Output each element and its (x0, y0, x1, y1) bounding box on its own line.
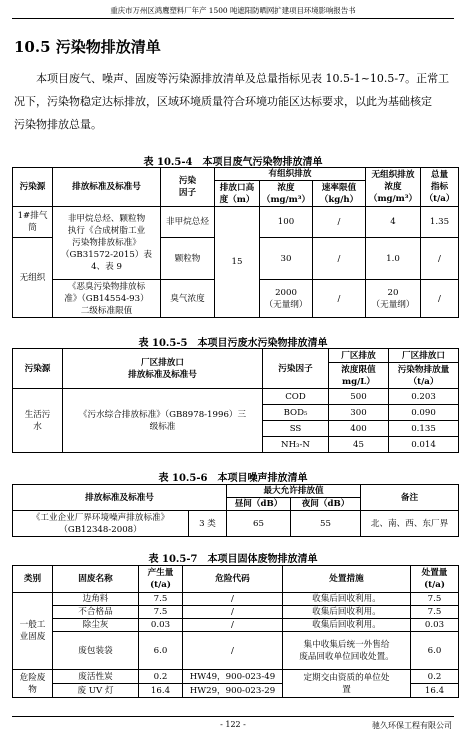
air-h-organized: 有组织排放 (215, 168, 366, 181)
water-amount: 0.135 (389, 421, 459, 437)
solid-h-code: 危险代码 (183, 566, 283, 593)
solid-h-measure: 处置措施 (283, 566, 411, 593)
water-standard: 《污水综合排放标准》（GB8978-1996）三 级标准 (63, 389, 263, 453)
water-h-outlet: 厂区排放口 排放标准及标准号 (63, 349, 263, 389)
water-factor: BOD₅ (263, 405, 329, 421)
air-r2-conc: 30 (260, 238, 313, 280)
solid-name: 废 UV 灯 (53, 684, 139, 698)
noise-h-day: 昼间（dB） (227, 498, 291, 511)
page-header: 重庆市万州区鸿鹰塑料厂年产 1500 吨遮阳防晒网扩建项目环境影响报告书 (110, 6, 356, 15)
table-air-caption: 表 10.5-4 本项目废气污染物排放清单 (143, 157, 323, 168)
air-h-standard: 排放标准及标准号 (53, 168, 161, 207)
water-h-outlet2: 厂区排放口 (389, 349, 459, 363)
solid-name: 废活性炭 (53, 670, 139, 684)
water-amount: 0.090 (389, 405, 459, 421)
solid-production: 7.5 (139, 593, 183, 606)
solid-waste-table (12, 565, 459, 698)
solid-name: 废包装袋 (53, 632, 139, 670)
solid-disposal: 6.0 (411, 632, 459, 670)
air-h-total: 总量 指标 （t/a） (421, 168, 459, 207)
air-r1-unorg: 4 (366, 207, 421, 238)
solid-h-disposal: 处置量 (t/a) (411, 566, 459, 593)
noise-night: 55 (291, 511, 361, 537)
noise-h-night: 夜间（dB） (291, 498, 361, 511)
air-r2-rate: / (313, 238, 366, 280)
noise-day: 65 (227, 511, 291, 537)
table-water-caption: 表 10.5-5 本项目污废水污染物排放清单 (138, 338, 328, 349)
company-name: 驰久环保工程有限公司 (372, 721, 452, 730)
solid-code: HW49，900-023-49 (183, 670, 283, 684)
air-r1-conc: 100 (260, 207, 313, 238)
air-emission-table (12, 167, 459, 318)
air-r2-unorg: 1.0 (366, 238, 421, 280)
air-r3-conc: 2000 （无量纲） (260, 280, 313, 318)
solid-h-production: 产生量 (t/a) (139, 566, 183, 593)
solid-production: 0.03 (139, 619, 183, 632)
air-r3-rate: / (313, 280, 366, 318)
air-r3-total: / (421, 280, 459, 318)
solid-code: HW29，900-023-29 (183, 684, 283, 698)
air-h-unorganized: 无组织排放 浓度 （mg/m³） (366, 168, 421, 207)
water-conc: 45 (329, 437, 389, 453)
air-r1-standard: 非甲烷总烃、颗粒物 执行《合成树脂工业 污染物排放标准》 （GB31572-2015）表 4、表 9 (53, 207, 161, 280)
air-h-rate: 速率限值 （kg/h） (313, 181, 366, 207)
water-conc: 300 (329, 405, 389, 421)
solid-code: / (183, 619, 283, 632)
noise-note: 北、南、西、东厂界 (361, 511, 459, 537)
section-title: 10.5 污染物排放清单 (14, 38, 161, 56)
solid-measure: 收集后回收利用。 (283, 593, 411, 606)
water-h-plant: 厂区排放 (329, 349, 389, 363)
air-h-conc: 浓度 （mg/m³） (260, 181, 313, 207)
noise-h-note: 备注 (361, 485, 459, 511)
water-h-conc: 浓度限值 mg/L） (329, 363, 389, 389)
intro-line-3: 污染物排放总量。 (14, 118, 102, 131)
air-r2-total: / (421, 238, 459, 280)
water-conc: 500 (329, 389, 389, 405)
water-source: 生活污 水 (13, 389, 63, 453)
air-r1-rate: / (313, 207, 366, 238)
air-r2-factor: 颗粒物 (161, 238, 215, 280)
solid-name: 不合格品 (53, 606, 139, 619)
footer-rule (12, 716, 454, 717)
solid-disposal: 7.5 (411, 606, 459, 619)
solid-name: 边角料 (53, 593, 139, 606)
water-factor: COD (263, 389, 329, 405)
solid-h-name: 固废名称 (53, 566, 139, 593)
solid-h-category: 类别 (13, 566, 53, 593)
solid-production: 7.5 (139, 606, 183, 619)
page-number: - 122 - (220, 720, 246, 729)
solid-disposal: 16.4 (411, 684, 459, 698)
intro-line-2: 况下，污染物稳定达标排放，区域环境质量符合环境功能区达标要求，以此为基础核定 (14, 95, 432, 108)
air-r3-standard: 《恶臭污染物排放标 准》（GB14554-93） 二级标准限值 (53, 280, 161, 318)
solid-category-hazardous: 危险废 物 (13, 670, 53, 698)
solid-disposal: 7.5 (411, 593, 459, 606)
table-solid-caption: 表 10.5-7 本项目固体废物排放清单 (148, 554, 318, 565)
noise-h-standard: 排放标准及标准号 (13, 485, 227, 511)
solid-production: 0.2 (139, 670, 183, 684)
water-amount: 0.014 (389, 437, 459, 453)
air-r1-source: 1#排气 筒 (13, 207, 53, 238)
water-factor: NH₃-N (263, 437, 329, 453)
solid-code: / (183, 606, 283, 619)
water-amount: 0.203 (389, 389, 459, 405)
solid-measure: 收集后回收利用。 (283, 606, 411, 619)
intro-line-1: 本项目废气、噪声、固废等污染源排放清单及总量指标见表 10.5-1~10.5-7。正常工 (36, 72, 450, 85)
noise-emission-table (12, 484, 459, 537)
noise-standard: 《工业企业厂界环境噪声排放标准》 （GB12348-2008） (13, 511, 189, 537)
water-h-amount: 污染物排放量 （t/a） (389, 363, 459, 389)
air-h-source: 污染源 (13, 168, 53, 207)
solid-category-general: 一般工 业固废 (13, 593, 53, 670)
air-r1-factor: 非甲烷总烃 (161, 207, 215, 238)
solid-measure: 集中收集后统一外售给 废品回收单位回收处置。 (283, 632, 411, 670)
water-emission-table (12, 348, 459, 453)
solid-production: 16.4 (139, 684, 183, 698)
noise-class: 3 类 (189, 511, 227, 537)
water-h-factor: 污染因子 (263, 349, 329, 389)
table-noise-caption: 表 10.5-6 本项目噪声排放清单 (158, 473, 308, 484)
air-r3-factor: 臭气浓度 (161, 280, 215, 318)
noise-h-max: 最大允许排放值 (227, 485, 361, 498)
water-conc: 400 (329, 421, 389, 437)
air-height: 15 (215, 207, 260, 318)
air-r3-unorg: 20 （无量纲） (366, 280, 421, 318)
solid-measure: 收集后回收利用。 (283, 619, 411, 632)
solid-name: 除尘灰 (53, 619, 139, 632)
solid-production: 6.0 (139, 632, 183, 670)
water-h-source: 污染源 (13, 349, 63, 389)
air-r1-total: 1.35 (421, 207, 459, 238)
solid-hazardous-measure: 定期交由资质的单位处 置 (283, 670, 411, 698)
water-factor: SS (263, 421, 329, 437)
header-rule (12, 18, 454, 19)
solid-code: / (183, 593, 283, 606)
air-r2-source: 无组织 (13, 238, 53, 318)
solid-code: / (183, 632, 283, 670)
air-h-height: 排放口高 度（m） (215, 181, 260, 207)
solid-disposal: 0.2 (411, 670, 459, 684)
air-h-factor: 污染 因子 (161, 168, 215, 207)
solid-disposal: 0.03 (411, 619, 459, 632)
